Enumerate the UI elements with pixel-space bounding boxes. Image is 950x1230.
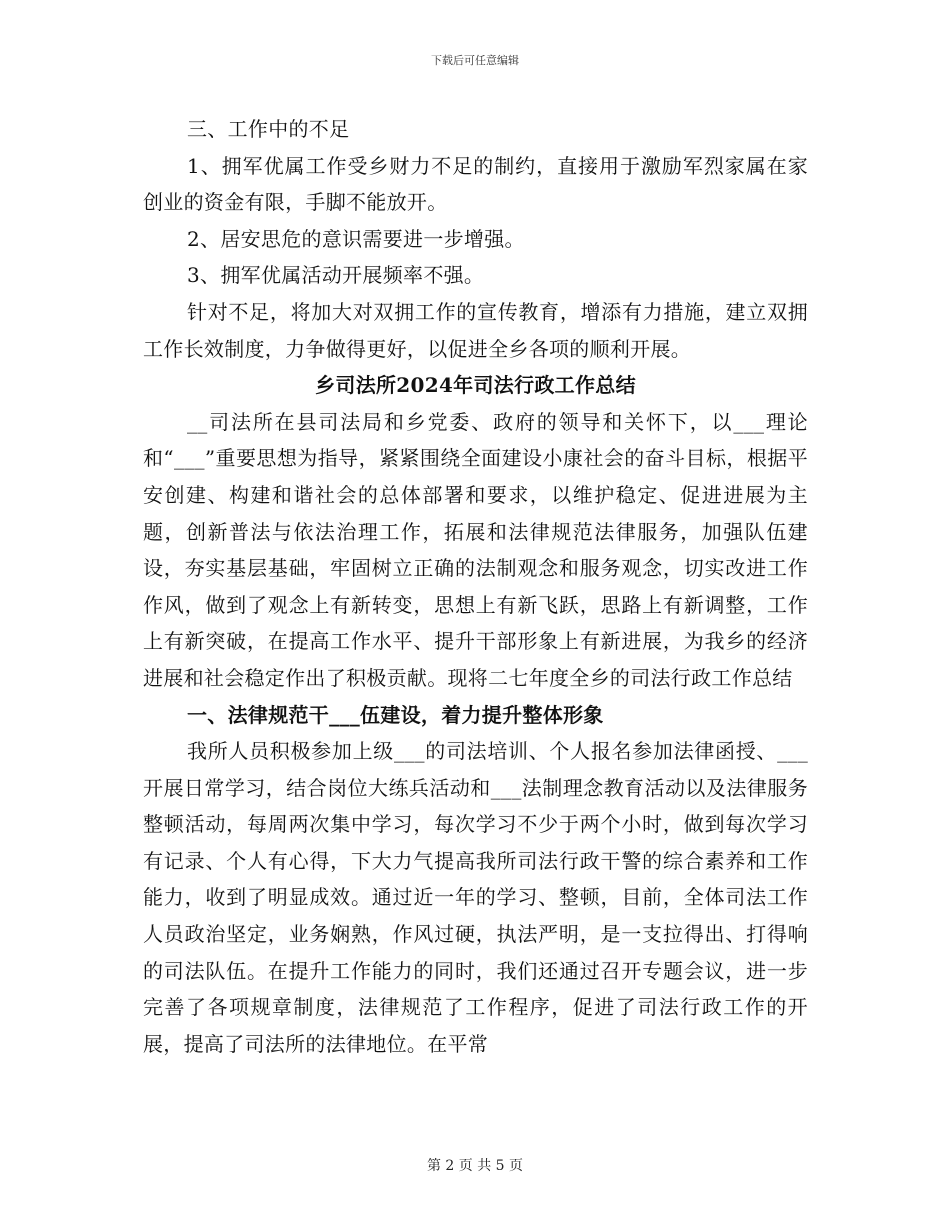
section-1-paragraph: 我所人员积极参加上级___的司法培训、个人报名参加法律函授、___开展日常学习，结合岗位大练兵活动和___法制理念教育活动以及法律服务整顿活动，每周两次集中学习，每次学习不少于两个小时，做到每次学习有记录、个人有心得，下大力气提高我所司法行政干警的综合素养和工作能力，收到了明显成效。通过近一年的学习、整顿，目前，全体司法工作人员政治坚定，业务娴熟，作风过硬，执法严明，是一支拉得出、打得响的司法队伍。在提升工作能力的同时，我们还通过召开专题会议，进一步完善了各项规章制度，法律规范了工作程序，促进了司法行政工作的开展，提高了司法所的法律地位。在平常 bbox=[143, 739, 808, 1056]
intro-paragraph: __司法所在县司法局和乡党委、政府的领导和关怀下，以___理论和“___”重要思想为指导，紧紧围绕全面建设小康社会的奋斗目标，根据平安创建、构建和谐社会的总体部署和要求，以维护稳定、促进进展为主题，创新普法与依法治理工作，拓展和法律规范法律服务，加强队伍建设，夯实基层基础，牢固树立正确的法制观念和服务观念，切实改进工作作风，做到了观念上有新转变，思想上有新飞跃，思路上有新调整，工作上有新突破，在提高工作水平、提升干部形象上有新进展，为我乡的经济进展和社会稳定作出了积极贡献。现将二七年度全乡的司法行政工作总结 bbox=[143, 409, 808, 690]
conclusion-paragraph: 针对不足，将加大对双拥工作的宣传教育，增添有力措施，建立双拥工作长效制度，力争做得更好，以促进全乡各项的顺利开展。 bbox=[143, 299, 808, 361]
document-body bbox=[143, 111, 808, 1062]
deficiency-item-3: 3、拥军优属活动开展频率不强。 bbox=[187, 263, 485, 288]
page-number-indicator: 第 2 页 共 5 页 bbox=[426, 1158, 524, 1174]
document-title: 乡司法所2024年司法行政工作总结 bbox=[315, 373, 636, 398]
deficiencies-heading: 三、工作中的不足 bbox=[187, 117, 350, 141]
deficiency-item-2: 2、居安思危的意识需要进一步增强。 bbox=[187, 226, 525, 251]
page-header-note: 下载后可任意编辑 bbox=[431, 54, 519, 67]
deficiency-item-1: 1、拥军优属工作受乡财力不足的制约，直接用于激励军烈家属在家创业的资金有限，手脚不能放开。 bbox=[143, 153, 808, 215]
section-1-heading: 一、法律规范干___伍建设，着力提升整体形象 bbox=[187, 702, 604, 727]
